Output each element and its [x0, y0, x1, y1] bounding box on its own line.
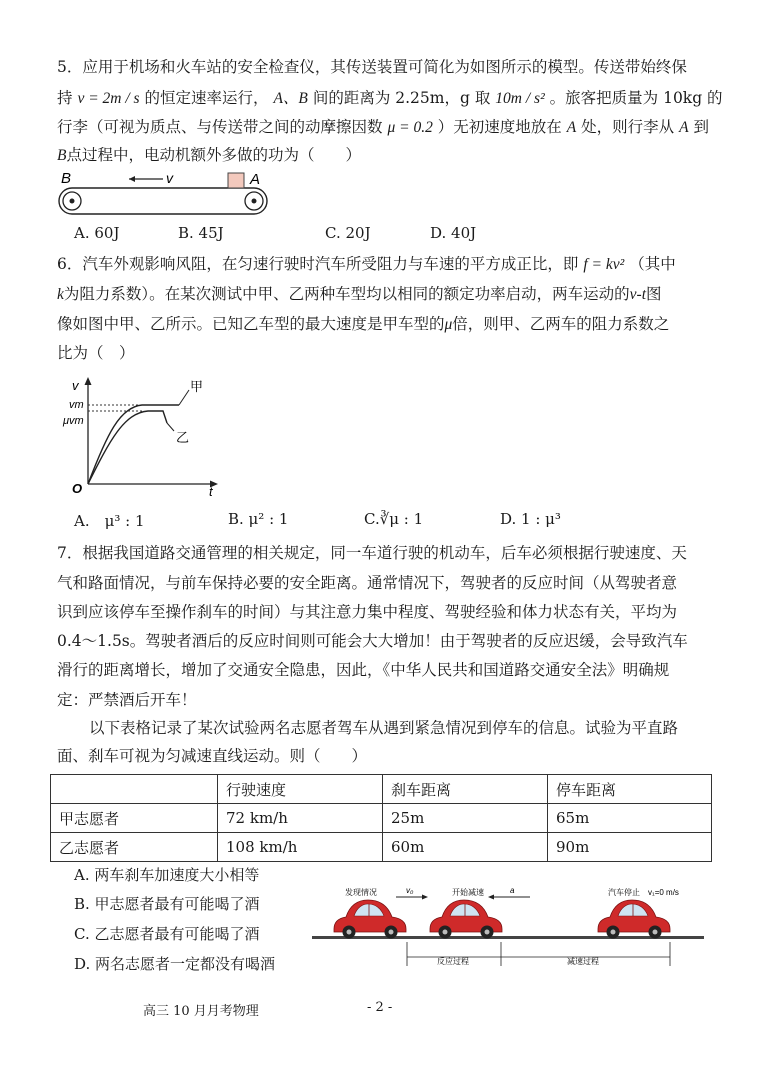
- curve-yi: [88, 411, 167, 484]
- right-pulley-axle: [252, 199, 257, 204]
- q5-text: 行李（可视为质点、与传送带之间的动摩擦因数: [57, 118, 383, 136]
- q6-text: 为阻力系数）。在某次测试中甲、乙两种车型均以相同的额定功率启动，两车运动的: [63, 285, 630, 303]
- q5-text: 。旅客把质量为 10kg 的: [549, 89, 723, 107]
- table-cell: 甲志愿者: [51, 804, 218, 833]
- left-pulley-axle: [70, 199, 75, 204]
- luggage-box: [228, 173, 244, 188]
- q5-points-ab: A、B: [273, 90, 308, 107]
- table-cell: 90m: [548, 833, 712, 862]
- v-axis-label: v: [72, 378, 79, 393]
- vm-label: vm: [69, 399, 84, 411]
- q7-option-d[interactable]: D. 两名志愿者一定都没有喝酒: [74, 955, 276, 973]
- t-axis-label: t: [209, 484, 213, 497]
- q7-paragraph-1-line: 识到应该停车至操作刹车的时间）与其注意力集中程度、驾驶经验和体力状态有关，平均为: [57, 603, 678, 621]
- q5-line-2: [57, 87, 723, 110]
- conveyor-belt-diagram: [55, 168, 275, 220]
- q5-option-a[interactable]: A. 60J: [74, 224, 120, 242]
- jia-leader: [179, 390, 189, 405]
- table-cell: 72 km/h: [218, 804, 383, 833]
- q5-point-a: A: [566, 119, 577, 136]
- q5-option-b[interactable]: B. 45J: [178, 224, 224, 242]
- q6-text: 像如图中甲、乙所示。已知乙车型的最大速度是甲车型的: [57, 315, 445, 333]
- q7-paragraph-1-line: 定：严禁酒后开车！: [57, 691, 197, 709]
- label-discover: 发现情况: [345, 888, 377, 897]
- table-cell: 乙志愿者: [51, 833, 218, 862]
- q5-line-4: [57, 144, 361, 167]
- q5-friction-coefficient: μ = 0.2: [387, 119, 433, 136]
- label-decel: 减速过程: [567, 957, 599, 966]
- table-row: [51, 833, 712, 862]
- table-cell: 25m: [383, 804, 548, 833]
- q5-text: 到: [693, 118, 709, 136]
- q7-paragraph-1-line: 0.4～1.5s。驾驶者酒后的反应时间则可能会大大增加！由于驾驶者的反应迟缓，会导致汽车: [57, 632, 688, 650]
- q6-vt-label: v-t: [629, 286, 647, 303]
- q5-text: 点过程中，电动机额外多做的功为（ ）: [66, 146, 361, 164]
- q7-paragraph-2-line: 以下表格记录了某次试验两名志愿者驾车从遇到紧急情况到停车的信息。试验为平直路: [89, 719, 679, 737]
- footer-title: 高三 10 月月考物理: [143, 1004, 259, 1019]
- q5-text: 处，则行李从: [581, 118, 675, 136]
- a-arrow-head: [488, 895, 494, 900]
- q5-point-a: A: [679, 119, 689, 136]
- label-a: a: [510, 886, 515, 895]
- car-braking-diagram: [312, 882, 704, 970]
- q6-option-c[interactable]: C.∛μ : 1: [364, 510, 424, 528]
- q5-text: 的恒定速率运行，: [144, 89, 269, 107]
- q6-option-d[interactable]: D. 1 : μ³: [500, 510, 561, 528]
- table-header-cell: [51, 775, 218, 804]
- velocity-arrow-head: [129, 176, 135, 182]
- q7-paragraph-2-line: 面、刹车可视为匀减速直线运动。则（ ）: [57, 747, 368, 765]
- q7-option-c[interactable]: C. 乙志愿者最有可能喝了酒: [74, 925, 260, 943]
- vt-graph: [62, 372, 232, 497]
- q6-line-1: [57, 253, 676, 276]
- q7-option-b[interactable]: B. 甲志愿者最有可能喝了酒: [74, 895, 260, 913]
- table-cell: 65m: [548, 804, 712, 833]
- v-axis-arrow: [85, 377, 92, 385]
- jia-label: 甲: [190, 379, 204, 394]
- table-row: [51, 804, 712, 833]
- page-number: - 2 -: [367, 1000, 393, 1015]
- car-stopped: [598, 900, 670, 939]
- q7-paragraph-1-line: 气和路面情况，与前车保持必要的安全距离。通常情况下，驾驶者的反应时间（从驾驶者意: [57, 574, 678, 592]
- q6-line-2: [57, 283, 662, 306]
- table-header-cell: 停车距离: [548, 775, 712, 804]
- q5-text: ）无初速度地放在: [437, 118, 562, 136]
- label-a: A: [250, 171, 261, 188]
- car-discover: [334, 900, 406, 939]
- table-header-cell: 刹车距离: [383, 775, 548, 804]
- q5-text: 间的距离为 2.25m，g 取: [312, 89, 491, 107]
- q6-text: 6．汽车外观影响风阻，在匀速行驶时汽车所受阻力与车速的平方成正比，即: [57, 255, 579, 273]
- car-braking: [430, 900, 502, 939]
- q5-speed-formula: v = 2m / s: [77, 90, 140, 107]
- q6-option-a[interactable]: A. μ³ : 1: [74, 512, 145, 530]
- label-v: v: [166, 170, 173, 186]
- q6-coefficient-k: k: [57, 286, 64, 303]
- v0-arrow-head: [422, 895, 428, 900]
- q7-paragraph-1-line: 滑行的距离增长，增加了交通安全隐患，因此，《中华人民共和国道路交通安全法》明确规: [57, 661, 670, 679]
- q7-data-table: [50, 774, 712, 862]
- mu-vm-label: μvm: [63, 415, 84, 427]
- q6-line-3: [57, 313, 669, 336]
- q5-option-d[interactable]: D. 40J: [430, 224, 477, 242]
- label-reaction: 反应过程: [437, 957, 469, 966]
- table-header-cell: 行驶速度: [218, 775, 383, 804]
- q5-option-c[interactable]: C. 20J: [325, 224, 371, 242]
- table-header-row: [51, 775, 712, 804]
- q6-line-4: 比为（ ）: [57, 344, 135, 362]
- q7-paragraph-1-line: 7．根据我国道路交通管理的相关规定，同一车道行驶的机动车，后车必须根据行驶速度、天: [57, 544, 687, 562]
- label-start-brake: 开始减速: [452, 888, 484, 897]
- origin-label: O: [72, 481, 83, 496]
- q5-text: 持: [57, 89, 73, 107]
- table-cell: 60m: [383, 833, 548, 862]
- q6-drag-formula: f = kv²: [583, 256, 625, 273]
- q5-gravity-value: 10m / s²: [495, 90, 545, 107]
- label-v0: v₀: [406, 886, 414, 895]
- label-stop: 汽车停止 v₁=0 m/s: [608, 888, 679, 897]
- q5-line-3: [57, 116, 709, 139]
- q6-mu: μ: [444, 316, 453, 333]
- label-b: B: [61, 170, 72, 187]
- q6-text: 倍，则甲、乙两车的阻力系数之: [452, 315, 670, 333]
- table-cell: 108 km/h: [218, 833, 383, 862]
- q7-option-a[interactable]: A. 两车刹车加速度大小相等: [74, 866, 260, 884]
- yi-leader: [167, 423, 174, 431]
- q6-text: （其中: [629, 255, 676, 273]
- q5-point-b: B: [57, 147, 67, 164]
- q6-option-b[interactable]: B. μ² : 1: [228, 510, 289, 528]
- q6-text: 图: [646, 285, 662, 303]
- q5-line-1: 5．应用于机场和火车站的安全检查仪，其传送装置可简化为如图所示的模型。传送带始终保: [57, 58, 687, 76]
- yi-label: 乙: [176, 430, 190, 445]
- road-surface: [312, 936, 704, 939]
